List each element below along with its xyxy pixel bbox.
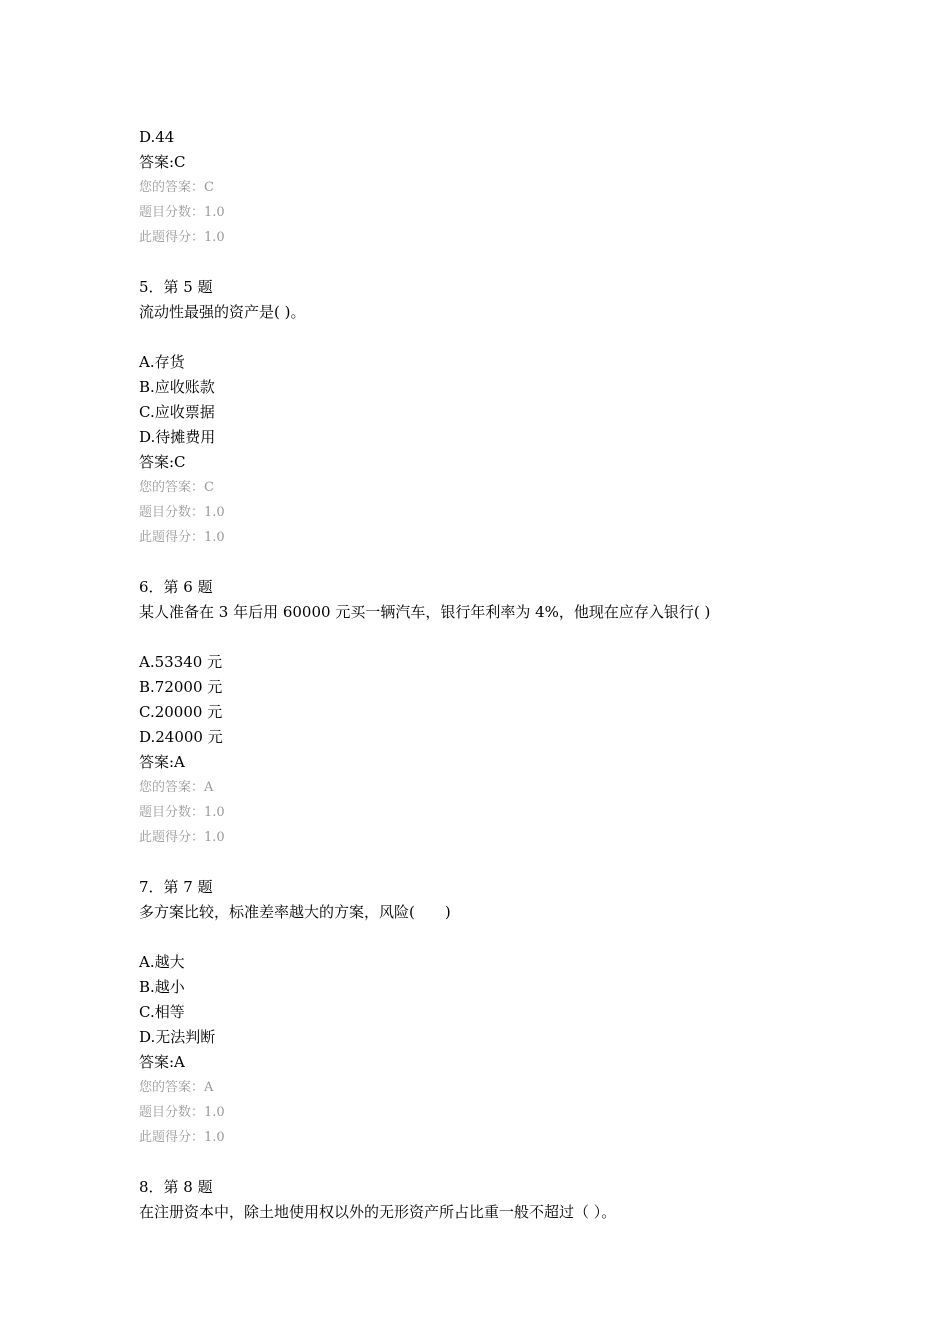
earned-score: 此题得分：1.0 (139, 230, 225, 245)
correct-answer: 答案:C (139, 453, 186, 471)
spacer (139, 625, 899, 650)
option-c: C.应收票据 (139, 403, 215, 421)
question-heading: 6．第 6 题 (139, 578, 213, 596)
spacer (139, 850, 899, 875)
earned-score: 此题得分：1.0 (139, 1130, 225, 1145)
question-score: 题目分数：1.0 (139, 805, 225, 820)
spacer (139, 325, 899, 350)
spacer (139, 250, 899, 275)
earned-score: 此题得分：1.0 (139, 830, 225, 845)
spacer (139, 1150, 899, 1175)
your-answer: 您的答案：C (139, 480, 214, 495)
earned-score: 此题得分：1.0 (139, 530, 225, 545)
option-b: B.72000 元 (139, 678, 223, 696)
spacer (139, 550, 899, 575)
question-stem: 某人准备在 3 年后用 60000 元买一辆汽车，银行年利率为 4%，他现在应存入银行( ) (139, 603, 711, 621)
your-answer: 您的答案：A (139, 1080, 214, 1095)
question-score: 题目分数：1.0 (139, 1105, 225, 1120)
spacer (139, 925, 899, 950)
correct-answer: 答案:A (139, 753, 185, 771)
question-stem: 流动性最强的资产是( )。 (139, 303, 306, 321)
question-stem: 多方案比较，标准差率越大的方案，风险( ) (139, 903, 451, 921)
quiz-content (139, 125, 899, 1225)
option-a: A.越大 (139, 953, 185, 971)
question-heading: 7．第 7 题 (139, 878, 213, 896)
option-a: A.53340 元 (139, 653, 223, 671)
question-stem: 在注册资本中，除土地使用权以外的无形资产所占比重一般不超过（ ）。 (139, 1203, 617, 1221)
option-d: D.24000 元 (139, 728, 223, 746)
question-heading: 8．第 8 题 (139, 1178, 213, 1196)
your-answer: 您的答案：A (139, 780, 214, 795)
option-d: D.待摊费用 (139, 428, 216, 446)
option-d: D.44 (139, 128, 175, 146)
option-c: C.20000 元 (139, 703, 223, 721)
your-answer: 您的答案：C (139, 180, 214, 195)
option-b: B.越小 (139, 978, 185, 996)
correct-answer: 答案:C (139, 153, 186, 171)
question-heading: 5．第 5 题 (139, 278, 213, 296)
option-a: A.存货 (139, 353, 185, 371)
option-c: C.相等 (139, 1003, 185, 1021)
option-d: D.无法判断 (139, 1028, 216, 1046)
question-score: 题目分数：1.0 (139, 205, 225, 220)
question-score: 题目分数：1.0 (139, 505, 225, 520)
correct-answer: 答案:A (139, 1053, 185, 1071)
option-b: B.应收账款 (139, 378, 215, 396)
